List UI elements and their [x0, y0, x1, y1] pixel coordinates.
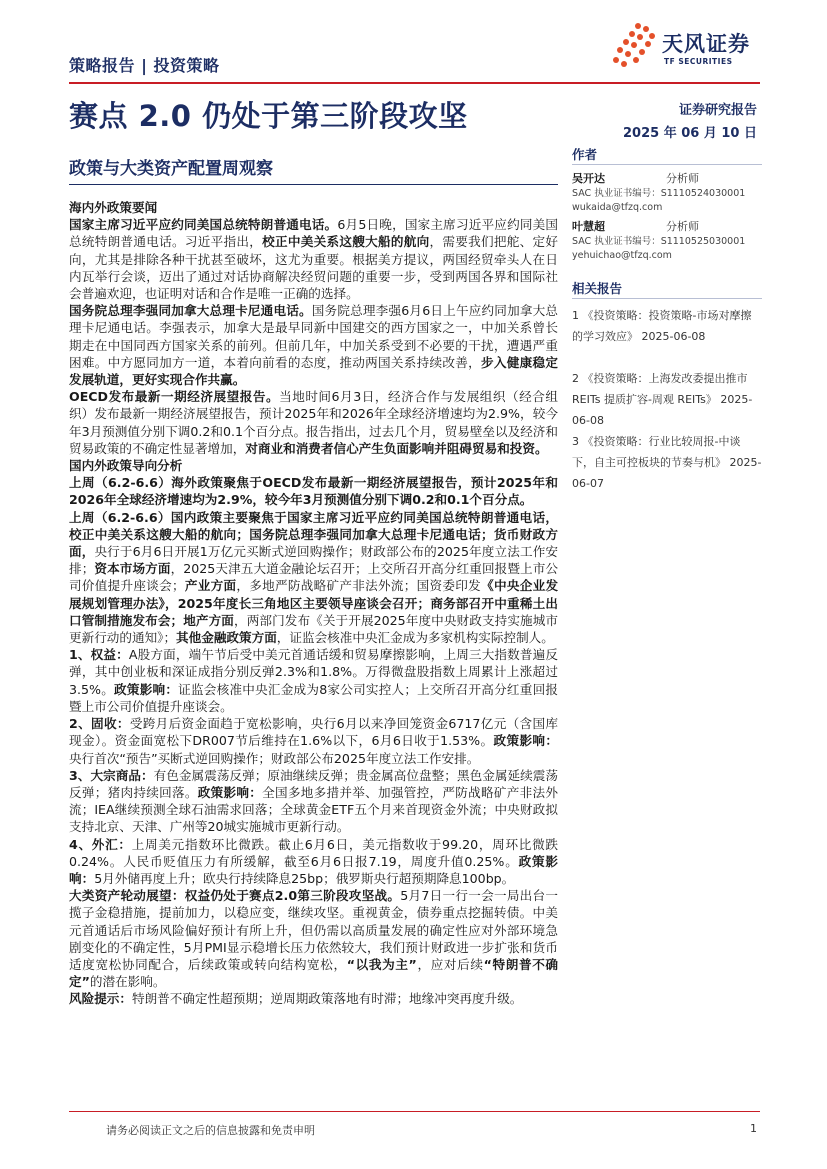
- author-email[interactable]: yehuichao@tfzq.com: [572, 250, 672, 261]
- author-role: 分析师: [666, 220, 699, 233]
- related-report-item[interactable]: 2 《投资策略：上海发改委提出推市 REITs 提质扩容-周观 REITs》 2025-06-08: [572, 372, 753, 427]
- report-category: 策略报告 | 投资策略: [69, 56, 220, 75]
- author-cert: SAC 执业证书编号：S1110525030001: [572, 236, 746, 247]
- company-logo: [612, 22, 762, 74]
- related-heading: 相关报告: [572, 279, 762, 299]
- paragraph: 4、外汇：上周美元指数环比微跌。截止6月6日，美元指数收于99.20，周环比微跌0.24%。人民币贬值压力有所缓解，截至6月6日报7.19，周度升值0.25%。政策影响：5月外储再度上升；欧央行持续降息25bp；俄罗斯央行超预期降息100bp。: [69, 836, 558, 886]
- paragraph: 1、权益：A股方面，端午节后受中美元首通话缓和贸易摩擦影响，上周三大指数普遍反弹，其中创业板和深证成指分别反弹2.3%和1.8%。万得微盘股指数上周累计上涨超过3.5%。政策影响：证监会核准中央汇金成为8家公司实控人；上交所召开高分红重回报暨上市公司价值提升座谈会。: [69, 647, 558, 714]
- author-name: 吴开达: [572, 172, 605, 185]
- related-report-item[interactable]: 3 《投资策略：行业比较周报-中谈下，自主可控板块的节奏与机》 2025-06-07: [572, 435, 762, 490]
- author-block: [572, 219, 762, 263]
- footer-disclaimer: 请务必阅读正文之后的信息披露和免责申明: [106, 1124, 315, 1137]
- author-block: [572, 171, 762, 215]
- paragraph: 2、固收：受跨月后资金面趋于宽松影响，央行6月以来净回笼资金6717亿元（含国库现金）。资金面宽松下DR007节后维持在1.6%以下，6月6日收于1.53%。政策影响：央行首次“预告”买断式逆回购操作；财政部公布2025年度立法工作安排。: [69, 716, 559, 766]
- header-divider: [69, 82, 760, 84]
- paragraph: 上周（6.2-6.6）国内政策主要聚焦于国家主席习近平应约同美国总统特朗普通电话，校正中美关系这艘大船的航向；国务院总理李强同加拿大总理卡尼通电话；货币财政方面，央行于6月6日开展1万亿元买断式逆回购操作；财政部公布的2025年度立法工作安排；资本市场方面，2025天津五大道金融论坛召开；上交所召开高分红重回报暨上市公司价值提升座谈会；产业方面，多地严防战略矿产非法外流；国资委印发《中央企业发展规划管理办法》，2025年度长三角地区主要领导座谈会召开；商务部召开中重稀土出口管制措施发布会；地产方面，两部门发布《关于开展2025年度中央财政支持实施城市更新行动的通知》；其他金融政策方面，证监会核准中央汇金成为多家机构实际控制人。: [69, 509, 559, 646]
- page-title: 赛点 2.0 仍处于第三阶段攻坚: [69, 99, 468, 133]
- related-report-item[interactable]: 1 《投资策略：投资策略-市场对摩擦的学习效应》 2025-06-08: [572, 309, 752, 343]
- author-cert: SAC 执业证书编号：S1110524030001: [572, 188, 746, 199]
- paragraph: 国家主席习近平应约同美国总统特朗普通电话。6月5日晚，国家主席习近平应约同美国总统特朗普通电话。习近平指出，校正中美关系这艘大船的航向，需要我们把舵、定好向，尤其是排除各种干扰甚至破坏，这尤为重要。根据美方提议，两国经贸牵头人在日内瓦举行会谈，迈出了通过对话协商解决经贸问题的重要一步，受到两国各界和国际社会普遍欢迎，也证明对话和合作是唯一正确的选择。: [69, 217, 559, 302]
- paragraph: 3、大宗商品：有色金属震荡反弹；原油继续反弹；贵金属高位盘整；黑色金属延续震荡反弹；猪肉持续回落。政策影响：全国多地多措并举、加强管控，严防战略矿产非法外流；IEA继续预测全球石油需求回落；全球黄金ETF五个月来首现资金外流；中央财政拟支持北京、天津、广州等20城实施城市更新行动。: [69, 767, 559, 835]
- authors-heading: 作者: [572, 145, 762, 165]
- paragraph: OECD发布最新一期经济展望报告。当地时间6月3日，经济合作与发展组织（经合组织）发布最新一期经济展望报告，预计2025年和2026年全球经济增速均为2.9%，较今年3月预测值分别下调0.2和0.1个百分点。报告指出，过去几个月，贸易壁垒以及经济和贸易政策的不确定性显著增加，对商业和消费者信心产生负面影响并阻碍贸易和投资。: [69, 389, 558, 456]
- paragraph: 国务院总理李强同加拿大总理卡尼通电话。国务院总理李强6月6日上午应约同加拿大总理卡尼通电话。李强表示，加拿大是最早同新中国建交的西方国家之一，中加关系曾长期走在中国同西方国家关系的前列。但前几年，中加关系受到不必要的干扰，遭遇严重困难。中方愿同加方一道，本着向前看的态度，推动两国关系持续改善，步入健康稳定发展轨道，更好实现合作共赢。: [69, 303, 559, 388]
- tf-logo-icon: [612, 22, 658, 72]
- author-email[interactable]: wukaida@tfzq.com: [572, 202, 663, 213]
- section-title: 国内外政策导向分析: [69, 458, 183, 474]
- document-type: 证券研究报告: [678, 103, 757, 118]
- subtitle-divider: [69, 184, 558, 185]
- paragraph: 大类资产轮动展望：权益仍处于赛点2.0第三阶段攻坚战。5月7日一行一会一局出台一揽子金稳措施，提前加力，以稳应变，继续攻坚。重视黄金，债券重点挖掘转债。中美元首通话后市场风险偏好预计有所上升，但仍需以高质量发展的确定性应对外部环境急剧变化的不确定性，5月PMI显示稳增长压力依然较大，我们预计财政进一步扩张和货币适度宽松协同配合，后续政策或转向结构宽松，“以我为主”，应对后续“特朗普不确定”的潜在影响。: [69, 888, 559, 990]
- paragraph: 上周（6.2-6.6）海外政策聚焦于OECD发布最新一期经济展望报告，预计2025年和2026年全球经济增速均为2.9%，较今年3月预测值分别下调0.2和0.1个百分点。: [69, 475, 558, 508]
- logo-subtitle: TF SECURITIES: [664, 57, 733, 66]
- sidebar: [572, 145, 762, 494]
- report-body: [69, 199, 558, 1008]
- page-subtitle: 政策与大类资产配置周观察: [69, 159, 273, 179]
- page-number: 1: [750, 1122, 757, 1135]
- paragraph: 风险提示：特朗普不确定性超预期；逆周期政策落地有时滞；地缘冲突再度升级。: [69, 991, 523, 1007]
- logo-name: 天风证券: [662, 32, 750, 56]
- section-title: 海内外政策要闻: [69, 200, 158, 215]
- related-reports: [572, 279, 762, 494]
- author-role: 分析师: [666, 172, 699, 185]
- footer-divider: [69, 1111, 760, 1112]
- author-name: 叶慧超: [572, 220, 605, 233]
- document-date: 2025 年 06 月 10 日: [623, 126, 757, 141]
